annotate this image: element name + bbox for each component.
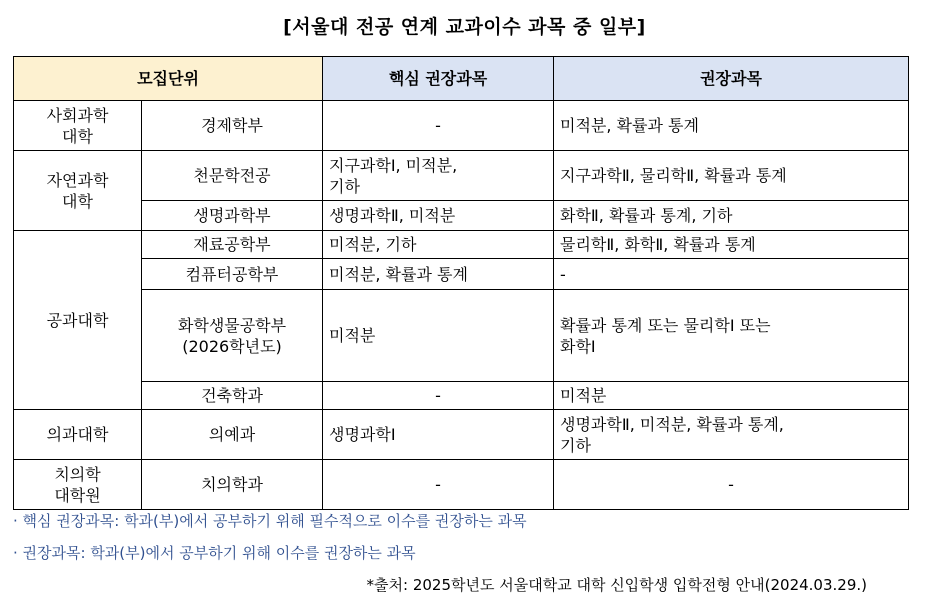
college-cell <box>14 151 142 231</box>
dept-cell: 생명과학부 <box>142 201 323 231</box>
core-cell: 미적분 <box>323 290 554 382</box>
core-cell: 미적분, 확률과 통계 <box>323 259 554 290</box>
core-cell: 미적분, 기하 <box>323 231 554 259</box>
core-cell: 생명과학Ⅱ, 미적분 <box>323 201 554 231</box>
table-row <box>14 290 909 382</box>
page-title: [서울대 전공 연계 교과이수 과목 중 일부] <box>283 16 646 38</box>
table-row <box>14 101 909 151</box>
header-core: 핵심 권장과목 <box>323 57 554 101</box>
note-recommended: · 권장과목: 학과(부)에서 공부하기 위해 이수를 권장하는 과목 <box>13 544 416 562</box>
recommended-cell: 미적분, 확률과 통계 <box>554 101 909 151</box>
recommended-cell: 지구과학Ⅱ, 물리학Ⅱ, 확률과 통계 <box>554 151 909 201</box>
table-row <box>14 382 909 410</box>
note-core: · 핵심 권장과목: 학과(부)에서 공부하기 위해 필수적으로 이수를 권장하는 과목 <box>13 512 527 530</box>
dept-cell: 천문학전공 <box>142 151 323 201</box>
college-name: 자연과학 대학 <box>46 170 109 211</box>
recommended-cell <box>554 410 909 460</box>
source-citation: *출처: 2025학년도 서울대학교 대학 신입학생 입학전형 안내(2024.03.29.) <box>366 576 867 594</box>
core-cell: - <box>323 101 554 151</box>
college-cell <box>14 101 142 151</box>
college-name: 치의학 대학원 <box>54 464 101 505</box>
dept-cell: 건축학과 <box>142 382 323 410</box>
course-table <box>13 56 909 510</box>
table-row <box>14 231 909 259</box>
college-cell: 의과대학 <box>14 410 142 460</box>
dept-name: 화학생물공학부 (2026학년도) <box>177 315 287 356</box>
core-cell: - <box>323 460 554 510</box>
recommended-cell: 미적분 <box>554 382 909 410</box>
table-row <box>14 259 909 290</box>
core-cell: 생명과학Ⅰ <box>323 410 554 460</box>
dept-cell: 경제학부 <box>142 101 323 151</box>
dept-cell <box>142 290 323 382</box>
dept-cell: 치의학과 <box>142 460 323 510</box>
dept-cell: 컴퓨터공학부 <box>142 259 323 290</box>
recommended-cell <box>554 290 909 382</box>
core-cell <box>323 151 554 201</box>
recommended-cell: - <box>554 259 909 290</box>
recommended-cell: 물리학Ⅱ, 화학Ⅱ, 확률과 통계 <box>554 231 909 259</box>
college-cell: 공과대학 <box>14 231 142 410</box>
core-cell: - <box>323 382 554 410</box>
college-cell <box>14 460 142 510</box>
table-row <box>14 151 909 201</box>
table-row <box>14 201 909 231</box>
dept-cell: 재료공학부 <box>142 231 323 259</box>
table-row <box>14 410 909 460</box>
dept-cell: 의예과 <box>142 410 323 460</box>
recommended-text: 생명과학Ⅱ, 미적분, 확률과 통계, 기하 <box>560 414 784 455</box>
header-unit: 모집단위 <box>14 57 323 101</box>
recommended-text: 확률과 통계 또는 물리학Ⅰ 또는 화학Ⅰ <box>560 315 771 356</box>
college-name: 사회과학 대학 <box>46 105 109 146</box>
recommended-cell: 화학Ⅱ, 확률과 통계, 기하 <box>554 201 909 231</box>
core-text: 지구과학Ⅰ, 미적분, 기하 <box>329 155 458 196</box>
header-recommended: 권장과목 <box>554 57 909 101</box>
table-row <box>14 460 909 510</box>
recommended-cell: - <box>554 460 909 510</box>
header-row <box>14 57 909 101</box>
